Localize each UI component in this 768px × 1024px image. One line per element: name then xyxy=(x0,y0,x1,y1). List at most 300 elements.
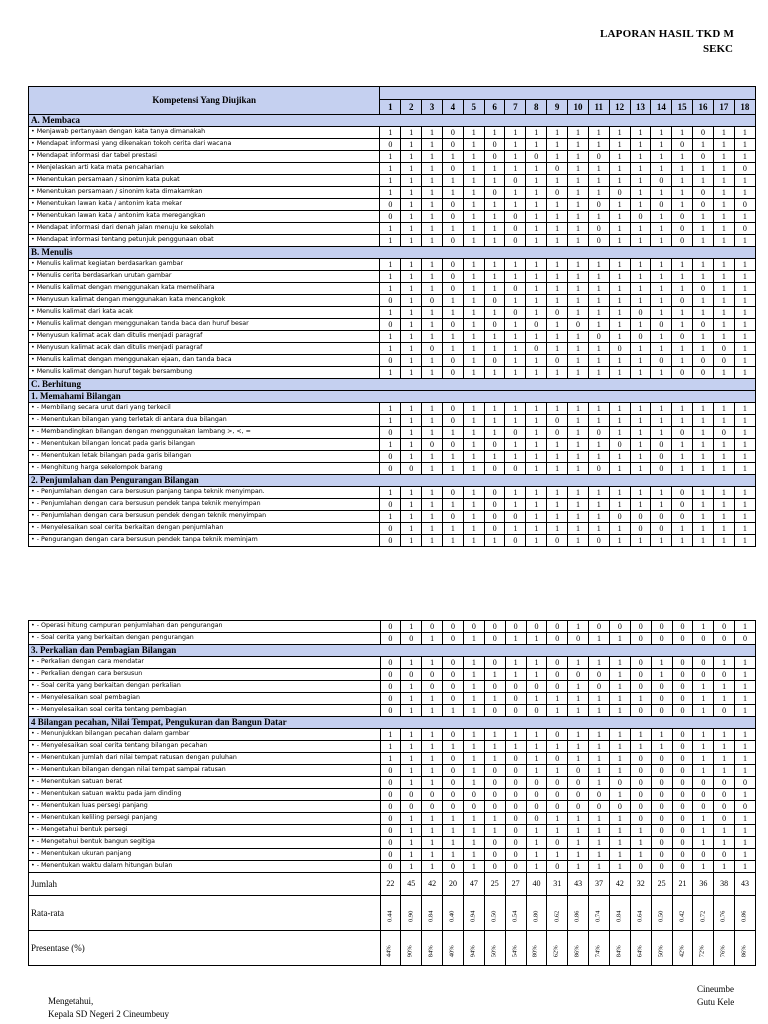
total-row-value: 21 xyxy=(672,873,693,896)
score-cell: 1 xyxy=(568,211,589,223)
score-cell: 1 xyxy=(589,705,610,717)
competency-label: • Menyusun kalimat dengan menggunakan kata mencangkok xyxy=(29,295,380,307)
average-row-value xyxy=(735,896,756,931)
score-cell: 1 xyxy=(547,523,568,535)
competency-label: • - Menyelesaikan soal pembagian xyxy=(29,693,381,705)
score-cell: 0 xyxy=(651,199,672,211)
score-cell: 0 xyxy=(380,139,401,151)
score-cell: 1 xyxy=(422,271,443,283)
score-cell: 1 xyxy=(568,825,589,837)
score-cell: 1 xyxy=(526,451,547,463)
score-cell: 1 xyxy=(526,295,547,307)
average-row-text: 0.94 xyxy=(469,910,477,922)
results-table-part2 xyxy=(28,620,756,966)
table-row xyxy=(29,729,756,741)
score-cell: 1 xyxy=(463,463,484,475)
score-cell: 1 xyxy=(422,523,443,535)
score-cell: 1 xyxy=(713,235,734,247)
score-cell: 1 xyxy=(380,753,401,765)
table-row xyxy=(29,307,756,319)
percentage-row-text: 72% xyxy=(699,945,707,958)
score-cell: 1 xyxy=(547,283,568,295)
score-cell: 1 xyxy=(588,499,609,511)
competency-label: • - Mengetahui bentuk bangun segitiga xyxy=(29,837,381,849)
score-cell: 1 xyxy=(588,163,609,175)
score-cell: 0 xyxy=(672,487,693,499)
score-cell: 0 xyxy=(547,789,568,801)
score-cell: 1 xyxy=(735,789,756,801)
score-cell: 1 xyxy=(609,499,630,511)
score-cell: 1 xyxy=(422,451,443,463)
score-cell: 0 xyxy=(672,223,693,235)
score-cell: 1 xyxy=(568,235,589,247)
score-cell: 1 xyxy=(401,163,422,175)
score-cell: 0 xyxy=(672,693,693,705)
score-cell: 1 xyxy=(651,741,672,753)
score-cell: 0 xyxy=(609,777,630,789)
score-cell: 1 xyxy=(484,199,505,211)
score-cell: 1 xyxy=(401,175,422,187)
score-cell: 1 xyxy=(734,139,755,151)
score-cell: 0 xyxy=(422,439,443,451)
table-row xyxy=(29,777,756,789)
score-cell: 1 xyxy=(735,849,756,861)
score-cell: 1 xyxy=(568,343,589,355)
score-cell: 0 xyxy=(442,355,463,367)
score-cell: 0 xyxy=(443,657,464,669)
score-cell: 0 xyxy=(651,451,672,463)
score-cell: 0 xyxy=(630,511,651,523)
score-cell: 0 xyxy=(630,621,651,633)
percentage-row-text: 74% xyxy=(594,945,602,958)
competency-label: • - Penjumlahan dengan cara bersusun pendek dengan teknik menyimpan xyxy=(29,511,380,523)
score-cell: 0 xyxy=(380,451,401,463)
competency-label: • - Menyelesaikan soal cerita tentang pembagian xyxy=(29,705,381,717)
score-cell: 1 xyxy=(463,151,484,163)
score-cell: 0 xyxy=(609,801,630,813)
score-cell: 0 xyxy=(484,861,505,873)
average-row-text: 0.72 xyxy=(699,910,707,922)
score-cell: 1 xyxy=(547,825,568,837)
score-cell: 1 xyxy=(568,223,589,235)
score-cell: 1 xyxy=(734,439,755,451)
score-cell: 0 xyxy=(463,789,484,801)
score-cell: 1 xyxy=(609,211,630,223)
score-cell: 0 xyxy=(442,235,463,247)
score-cell: 1 xyxy=(630,439,651,451)
score-cell: 1 xyxy=(401,187,422,199)
score-cell: 0 xyxy=(672,849,693,861)
competency-label: • Menentukan persamaan / sinonim kata dimakamkan xyxy=(29,187,380,199)
score-cell: 1 xyxy=(505,523,526,535)
score-cell: 0 xyxy=(568,319,589,331)
score-cell: 1 xyxy=(547,235,568,247)
score-cell: 1 xyxy=(734,151,755,163)
score-cell: 0 xyxy=(672,681,693,693)
percentage-row-value xyxy=(401,931,422,966)
score-cell: 0 xyxy=(651,753,672,765)
score-cell: 0 xyxy=(651,777,672,789)
score-cell: 1 xyxy=(589,693,610,705)
score-cell: 1 xyxy=(422,415,443,427)
score-cell: 1 xyxy=(609,403,630,415)
score-cell: 0 xyxy=(672,765,693,777)
score-cell: 0 xyxy=(651,825,672,837)
score-cell: 1 xyxy=(401,861,422,873)
score-cell: 1 xyxy=(401,451,422,463)
score-cell: 0 xyxy=(672,211,693,223)
score-cell: 1 xyxy=(401,295,422,307)
score-cell: 0 xyxy=(672,295,693,307)
score-cell: 1 xyxy=(693,705,714,717)
competency-label: • - Menentukan luas persegi panjang xyxy=(29,801,381,813)
total-row-value: 45 xyxy=(401,873,422,896)
score-cell: 1 xyxy=(463,307,484,319)
score-cell: 1 xyxy=(401,427,422,439)
score-cell: 0 xyxy=(672,331,693,343)
score-cell: 1 xyxy=(547,705,568,717)
score-cell: 0 xyxy=(380,427,401,439)
score-cell: 1 xyxy=(672,175,693,187)
score-cell: 1 xyxy=(443,849,464,861)
score-cell: 1 xyxy=(505,451,526,463)
score-cell: 0 xyxy=(651,523,672,535)
score-cell: 0 xyxy=(526,813,547,825)
score-cell: 0 xyxy=(547,535,568,547)
score-cell: 1 xyxy=(526,861,547,873)
score-cell: 0 xyxy=(380,211,401,223)
score-cell: 1 xyxy=(609,681,630,693)
score-cell: 0 xyxy=(588,427,609,439)
score-cell: 1 xyxy=(693,415,714,427)
score-cell: 1 xyxy=(734,175,755,187)
percentage-row-text: 86% xyxy=(740,945,748,958)
score-cell: 1 xyxy=(526,487,547,499)
score-cell: 1 xyxy=(526,271,547,283)
total-row-value: 36 xyxy=(693,873,714,896)
score-cell: 1 xyxy=(547,211,568,223)
score-cell: 1 xyxy=(609,427,630,439)
score-cell: 0 xyxy=(484,319,505,331)
percentage-row-value xyxy=(443,931,464,966)
score-cell: 1 xyxy=(463,163,484,175)
percentage-row-text: 76% xyxy=(719,945,727,958)
score-cell: 1 xyxy=(463,741,484,753)
score-cell: 1 xyxy=(484,825,505,837)
score-cell: 0 xyxy=(443,621,464,633)
score-cell: 0 xyxy=(463,621,484,633)
score-cell: 1 xyxy=(714,681,735,693)
score-cell: 0 xyxy=(547,861,568,873)
score-cell: 1 xyxy=(526,693,547,705)
score-cell: 0 xyxy=(630,681,651,693)
score-cell: 1 xyxy=(589,657,610,669)
score-cell: 1 xyxy=(484,127,505,139)
score-cell: 1 xyxy=(547,127,568,139)
average-row-text: 0.50 xyxy=(490,910,498,922)
average-row-value xyxy=(463,896,484,931)
score-cell: 0 xyxy=(630,523,651,535)
score-cell: 1 xyxy=(463,367,484,379)
score-cell: 0 xyxy=(714,849,735,861)
score-cell: 1 xyxy=(422,307,443,319)
score-cell: 1 xyxy=(547,813,568,825)
score-cell: 1 xyxy=(588,511,609,523)
competency-label: • - Soal cerita yang berkaitan dengan pengurangan xyxy=(29,633,381,645)
score-cell: 1 xyxy=(526,535,547,547)
score-cell: 1 xyxy=(693,463,714,475)
total-row-value: 22 xyxy=(380,873,401,896)
score-cell: 1 xyxy=(422,223,443,235)
score-cell: 0 xyxy=(442,319,463,331)
score-cell: 1 xyxy=(442,535,463,547)
competency-label: • - Menghitung harga sekelompok barang xyxy=(29,463,380,475)
score-cell: 1 xyxy=(588,355,609,367)
score-cell: 0 xyxy=(609,621,630,633)
score-cell: 1 xyxy=(734,535,755,547)
score-cell: 1 xyxy=(609,523,630,535)
score-cell: 1 xyxy=(463,235,484,247)
score-cell: 1 xyxy=(422,705,443,717)
score-cell: 0 xyxy=(630,669,651,681)
score-cell: 1 xyxy=(380,343,401,355)
score-cell: 1 xyxy=(609,729,630,741)
score-cell: 1 xyxy=(609,657,630,669)
table-row xyxy=(29,633,756,645)
score-cell: 1 xyxy=(526,729,547,741)
score-cell: 1 xyxy=(463,331,484,343)
score-cell: 0 xyxy=(505,765,526,777)
score-cell: 1 xyxy=(463,729,484,741)
score-cell: 1 xyxy=(505,741,526,753)
score-cell: 1 xyxy=(609,753,630,765)
competency-label: • - Menyelesaikan soal cerita tentang bilangan pecahan xyxy=(29,741,381,753)
score-cell: 1 xyxy=(609,705,630,717)
table-row xyxy=(29,439,756,451)
score-cell: 1 xyxy=(484,211,505,223)
table-row xyxy=(29,765,756,777)
score-cell: 1 xyxy=(401,223,422,235)
score-cell: 0 xyxy=(568,789,589,801)
score-cell: 1 xyxy=(609,849,630,861)
score-cell: 1 xyxy=(589,861,610,873)
score-cell: 0 xyxy=(505,801,526,813)
score-cell: 1 xyxy=(422,235,443,247)
table-row xyxy=(29,487,756,499)
score-cell: 1 xyxy=(568,415,589,427)
score-cell: 1 xyxy=(630,729,651,741)
score-cell: 1 xyxy=(380,331,401,343)
score-cell: 0 xyxy=(630,789,651,801)
score-cell: 0 xyxy=(672,657,693,669)
score-cell: 1 xyxy=(609,415,630,427)
score-cell: 0 xyxy=(505,693,526,705)
percentage-row-value xyxy=(463,931,484,966)
score-cell: 0 xyxy=(380,657,401,669)
score-cell: 1 xyxy=(630,367,651,379)
score-cell: 1 xyxy=(630,741,651,753)
score-cell: 1 xyxy=(714,693,735,705)
score-cell: 0 xyxy=(651,837,672,849)
score-cell: 1 xyxy=(401,271,422,283)
score-cell: 1 xyxy=(526,307,547,319)
score-cell: 1 xyxy=(380,187,401,199)
score-cell: 0 xyxy=(380,669,401,681)
percentage-row-text: 50% xyxy=(657,945,665,958)
average-row-value xyxy=(526,896,547,931)
score-cell: 1 xyxy=(484,693,505,705)
score-cell: 0 xyxy=(443,681,464,693)
table-row xyxy=(29,223,756,235)
score-cell: 1 xyxy=(651,127,672,139)
score-cell: 1 xyxy=(734,355,755,367)
table-row xyxy=(29,403,756,415)
competency-label: • - Perkalian dengan cara bersusun xyxy=(29,669,381,681)
score-cell: 1 xyxy=(672,415,693,427)
score-cell: 1 xyxy=(568,355,589,367)
score-cell: 1 xyxy=(630,837,651,849)
score-cell: 1 xyxy=(505,331,526,343)
percentage-row-value xyxy=(422,931,443,966)
score-cell: 1 xyxy=(547,199,568,211)
percentage-row-value xyxy=(693,931,714,966)
score-cell: 1 xyxy=(693,307,714,319)
score-cell: 1 xyxy=(568,307,589,319)
score-cell: 0 xyxy=(672,801,693,813)
score-cell: 1 xyxy=(380,175,401,187)
score-cell: 1 xyxy=(442,343,463,355)
total-row-value: 42 xyxy=(609,873,630,896)
score-cell: 1 xyxy=(380,367,401,379)
table-row xyxy=(29,271,756,283)
score-cell: 1 xyxy=(422,729,443,741)
score-cell: 0 xyxy=(547,415,568,427)
score-cell: 1 xyxy=(734,463,755,475)
score-cell: 0 xyxy=(651,621,672,633)
score-cell: 1 xyxy=(713,487,734,499)
score-cell: 1 xyxy=(568,861,589,873)
score-cell: 1 xyxy=(463,765,484,777)
average-row-value xyxy=(693,896,714,931)
section-row xyxy=(29,379,756,391)
percentage-row-text: 42% xyxy=(678,945,686,958)
score-cell: 0 xyxy=(442,163,463,175)
table-row xyxy=(29,163,756,175)
score-cell: 1 xyxy=(713,415,734,427)
score-cell: 1 xyxy=(401,777,422,789)
average-row-text: 0.44 xyxy=(386,910,394,922)
score-cell: 1 xyxy=(442,151,463,163)
table-row xyxy=(29,259,756,271)
score-cell: 1 xyxy=(484,427,505,439)
score-cell: 0 xyxy=(484,705,505,717)
score-cell: 0 xyxy=(588,463,609,475)
competency-label: • Menulis kalimat dengan menggunakan tanda baca dan huruf besar xyxy=(29,319,380,331)
score-cell: 1 xyxy=(672,271,693,283)
score-cell: 1 xyxy=(568,295,589,307)
score-cell: 0 xyxy=(505,837,526,849)
score-cell: 0 xyxy=(484,463,505,475)
score-cell: 1 xyxy=(484,535,505,547)
percentage-row-value xyxy=(589,931,610,966)
score-cell: 1 xyxy=(505,487,526,499)
average-row-value xyxy=(484,896,505,931)
score-cell: 1 xyxy=(547,343,568,355)
header-row xyxy=(29,87,756,100)
score-cell: 1 xyxy=(380,223,401,235)
score-cell: 1 xyxy=(505,139,526,151)
score-cell: 0 xyxy=(422,669,443,681)
score-cell: 0 xyxy=(672,139,693,151)
score-cell: 1 xyxy=(735,861,756,873)
score-cell: 1 xyxy=(505,355,526,367)
score-cell: 1 xyxy=(588,523,609,535)
score-cell: 0 xyxy=(672,789,693,801)
score-cell: 1 xyxy=(526,283,547,295)
score-cell: 1 xyxy=(526,765,547,777)
score-cell: 1 xyxy=(609,789,630,801)
score-cell: 0 xyxy=(588,199,609,211)
score-cell: 0 xyxy=(651,463,672,475)
score-cell: 0 xyxy=(380,693,401,705)
score-cell: 1 xyxy=(609,271,630,283)
score-cell: 0 xyxy=(693,633,714,645)
score-cell: 1 xyxy=(588,415,609,427)
score-cell: 1 xyxy=(463,355,484,367)
score-cell: 0 xyxy=(589,681,610,693)
column-number: 13 xyxy=(630,100,651,115)
competency-label: • Mendapat informasi dari denah jalan menuju ke sekolah xyxy=(29,223,380,235)
score-cell: 1 xyxy=(422,319,443,331)
score-cell: 0 xyxy=(630,705,651,717)
score-cell: 1 xyxy=(734,187,755,199)
score-cell: 1 xyxy=(630,319,651,331)
score-cell: 1 xyxy=(526,439,547,451)
competency-label: • Menulis kalimat dari kata acak xyxy=(29,307,380,319)
score-cell: 1 xyxy=(422,259,443,271)
competency-label: • - Operasi hitung campuran penjumlahan dan pengurangan xyxy=(29,621,381,633)
score-cell: 0 xyxy=(672,741,693,753)
competency-label: • Menyusun kalimat acak dan ditulis menjadi paragraf xyxy=(29,331,380,343)
table-row xyxy=(29,681,756,693)
score-cell: 1 xyxy=(484,669,505,681)
score-cell: 1 xyxy=(505,295,526,307)
score-cell: 0 xyxy=(568,669,589,681)
score-cell: 1 xyxy=(609,861,630,873)
score-cell: 1 xyxy=(526,427,547,439)
score-cell: 1 xyxy=(609,127,630,139)
score-cell: 1 xyxy=(630,175,651,187)
score-cell: 0 xyxy=(442,259,463,271)
average-row-text: 0.40 xyxy=(448,910,456,922)
table-row xyxy=(29,343,756,355)
table-row xyxy=(29,199,756,211)
score-cell: 1 xyxy=(526,211,547,223)
score-cell: 1 xyxy=(422,499,443,511)
score-cell: 1 xyxy=(651,151,672,163)
score-cell: 0 xyxy=(505,753,526,765)
score-cell: 1 xyxy=(526,187,547,199)
score-cell: 1 xyxy=(734,331,755,343)
score-cell: 0 xyxy=(672,621,693,633)
score-cell: 0 xyxy=(380,801,401,813)
score-cell: 1 xyxy=(505,669,526,681)
score-cell: 1 xyxy=(442,463,463,475)
score-cell: 1 xyxy=(547,511,568,523)
score-cell: 0 xyxy=(672,777,693,789)
score-cell: 1 xyxy=(547,151,568,163)
score-cell: 0 xyxy=(380,681,401,693)
